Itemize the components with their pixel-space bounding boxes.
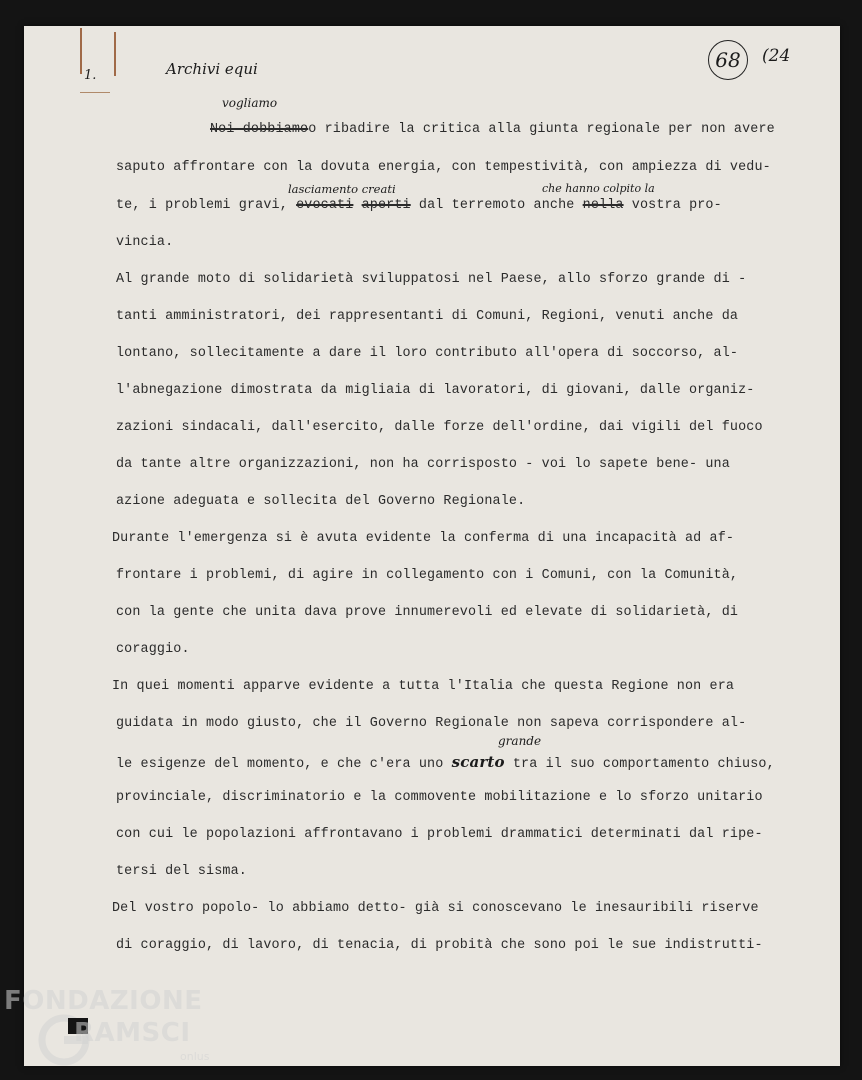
text-line-19: provinciale, discriminatorio e la commovente mobilitazione e lo sforzo unitario	[116, 790, 763, 805]
text-line-5: Al grande moto di solidarietà sviluppatosi nel Paese, allo sforzo grande di -	[116, 272, 747, 287]
text-line-17: guidata in modo giusto, che il Governo Regionale non sapeva corrispondere al-	[116, 716, 747, 731]
text-line-4: vincia.	[116, 235, 174, 250]
text-line-9: zazioni sindacali, dall'esercito, dalle forze dell'ordine, dai vigili del fuoco	[116, 420, 763, 435]
text-line-16: In quei momenti apparve evidente a tutta l'Italia che questa Regione non era	[112, 679, 735, 694]
line-18-part-a: le esigenze del momento, e che c'era uno	[116, 757, 444, 772]
struck-nella: nella	[582, 198, 624, 213]
handwritten-insert-line3: lasciamento creati	[288, 182, 396, 196]
handwritten-note: Archivi equi	[166, 60, 258, 78]
text-line-6: tanti amministratori, dei rappresentanti di Comuni, Regioni, venuti anche da	[116, 309, 739, 324]
text-line-20: con cui le popolazioni affrontavano i problemi drammatici determinati dal ripe-	[116, 827, 763, 842]
struck-aperti: aperti	[361, 198, 411, 213]
text-line-8: l'abnegazione dimostrata da migliaia di lavoratori, di giovani, dalle organiz-	[116, 383, 755, 398]
handwritten-insert-line3b: che hanno colpito la	[542, 182, 655, 195]
text-line-22: Del vostro popolo- lo abbiamo detto- già si conoscevano le inesauribili riserve	[112, 901, 759, 916]
text-line-2: saputo affrontare con la dovuta energia, con tempestività, con ampiezza di vedu-	[116, 160, 771, 175]
watermark-line1: FONDAZIONE	[4, 986, 203, 1016]
margin-mark: 1.	[84, 68, 97, 83]
line-18-part-b: tra il suo comportamento chiuso,	[512, 757, 775, 772]
struck-evocati: evocati	[296, 198, 354, 213]
text-line-7: lontano, sollecitamente a dare il loro contributo all'opera di soccorso, al-	[116, 346, 739, 361]
text-line-10: da tante altre organizzazioni, non ha corrisposto - voi lo sapete bene- una	[116, 457, 730, 472]
watermark-line3: onlus	[180, 1050, 210, 1063]
line-3-part-c: anche	[533, 198, 575, 213]
text-line-14: con la gente che unita dava prove innumerevoli ed elevate di solidarietà, di	[116, 605, 739, 620]
struck-noi-dobbiamo: Noi dobbiamo	[210, 122, 309, 137]
text-line-23: di coraggio, di lavoro, di tenacia, di probità che sono poi le sue indistrutti-	[116, 938, 763, 953]
fondazione-gramsci-watermark	[4, 984, 244, 1080]
text-line-1	[210, 122, 775, 137]
line-3-part-a: te, i problemi gravi,	[116, 198, 288, 213]
line-1-text: o ribadire la critica alla giunta regionale per non avere	[308, 122, 775, 137]
handwritten-insert-grande: grande	[498, 734, 542, 748]
text-line-3	[116, 198, 722, 213]
watermark-line2: RAMSCI	[74, 1018, 191, 1048]
text-line-21: tersi del sisma.	[116, 864, 247, 879]
text-line-11: azione adeguata e sollecita del Governo Regionale.	[116, 494, 526, 509]
page-reference: (24	[762, 46, 791, 66]
handwritten-scarto: scarto	[451, 753, 505, 771]
text-line-18	[116, 753, 775, 772]
line-3-part-b: dal terremoto	[418, 198, 526, 213]
handwritten-insert-vogliamo: vogliamo	[222, 96, 278, 110]
text-line-15: coraggio.	[116, 642, 190, 657]
text-line-13: frontare i problemi, di agire in collegamento con i Comuni, con la Comunità,	[116, 568, 739, 583]
document-page	[24, 26, 840, 1066]
text-line-12: Durante l'emergenza si è avuta evidente la conferma di una incapacità ad af-	[112, 531, 735, 546]
line-3-part-d: vostra pro-	[631, 198, 722, 213]
page-number-circled: 68	[708, 40, 748, 80]
